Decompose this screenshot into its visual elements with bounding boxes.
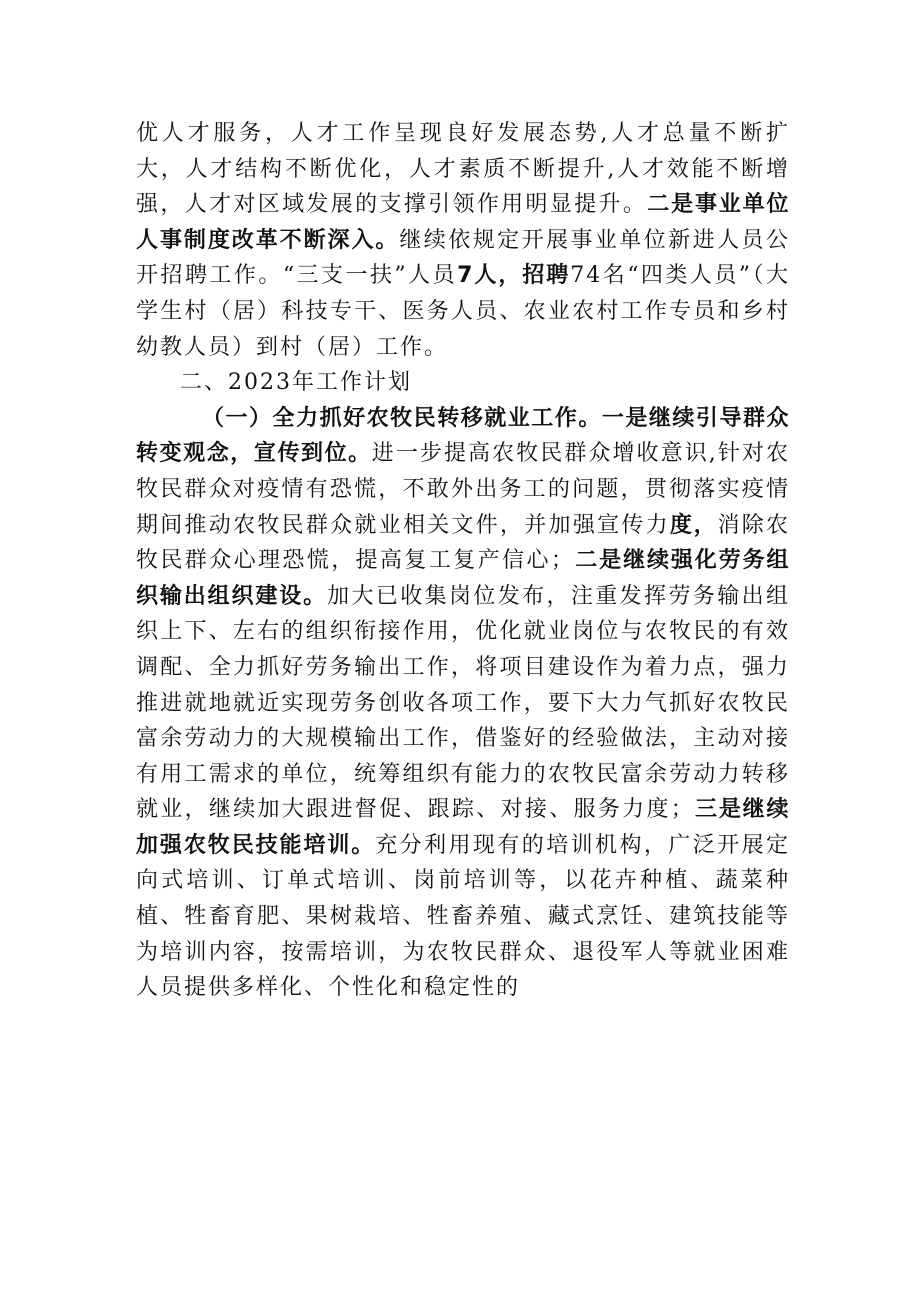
paragraph-text: 74名“四类人员”（大学生村（居）科技专干、医务人员、农业农村工作专员和乡村幼教人员）到村（居）工作。 [136, 263, 790, 360]
paragraph-text: 充分利用现有的培训机构，广泛开展定向式培训、订单式培训、岗前培训等，以花卉种植、蔬菜种植、牲畜育肥、果树栽培、牲畜养殖、藏式烹饪、建筑技能等为培训内容，按需培训，为农牧民群众、退役军人等就业困难人员提供多样化、个性化和稳定性的 [136, 832, 790, 1001]
paragraph-text: 进一步提高农牧民群众增收意识,针对农牧民群众对疫情有恐慌，不敢外出务工的问题，贯彻落实疫情期间推动农牧民群众就业相关文件，并加强宣传力 [136, 441, 790, 538]
bold-subheading-one: （一）全力抓好农牧民转移就业工作。一是继续引导群众转变观念，宣传到位。 [136, 405, 790, 467]
paragraph-text: 加大已收集岗位发布，注重发挥劳务输出组织上下、左右的组织衔接作用，优化就业岗位与农牧民的有效调配、全力抓好劳务输出工作，将项目建设作为着力点，强力推进就地就近实现劳务创收各项工作，要下大力气抓好农牧民富余劳动力的大规模输出工作，借鉴好的经验做法，主动对接有用工需求的单位，统筹组织有能力的农牧民富余劳动力转移就业，继续加大跟进督促、跟踪、对接、服务力度； [136, 583, 790, 823]
paragraph-text: 继续依规定开展事业单位新进人员公开招聘工作。“三支一扶”人员 [136, 227, 790, 289]
bold-point-two: 二是继续强化劳务组织输出组织建设。 [136, 548, 790, 609]
bold-point-three: 三是继续加强农牧民技能培训。 [136, 797, 790, 858]
bold-point-two: 二是事业单位人事制度改革不断深入。 [136, 192, 790, 253]
paragraph-text: 消除农牧民群众心理恐慌，提高复工复产信心； [136, 512, 790, 574]
section-heading: 二、2023年工作计划 [180, 370, 412, 396]
document-body [136, 116, 790, 1006]
bold-word: 度， [669, 512, 718, 538]
paragraph-employment-plan [136, 401, 790, 1006]
paragraph-talent-and-personnel [136, 116, 790, 365]
bold-count: 7人，招聘 [457, 263, 571, 289]
paragraph-text: 优人才服务，人才工作呈现良好发展态势,人才总量不断扩大，人才结构不断优化，人才素质不断提升,人才效能不断增强，人才对区域发展的支撑引领作用明显提升。 [136, 121, 790, 218]
